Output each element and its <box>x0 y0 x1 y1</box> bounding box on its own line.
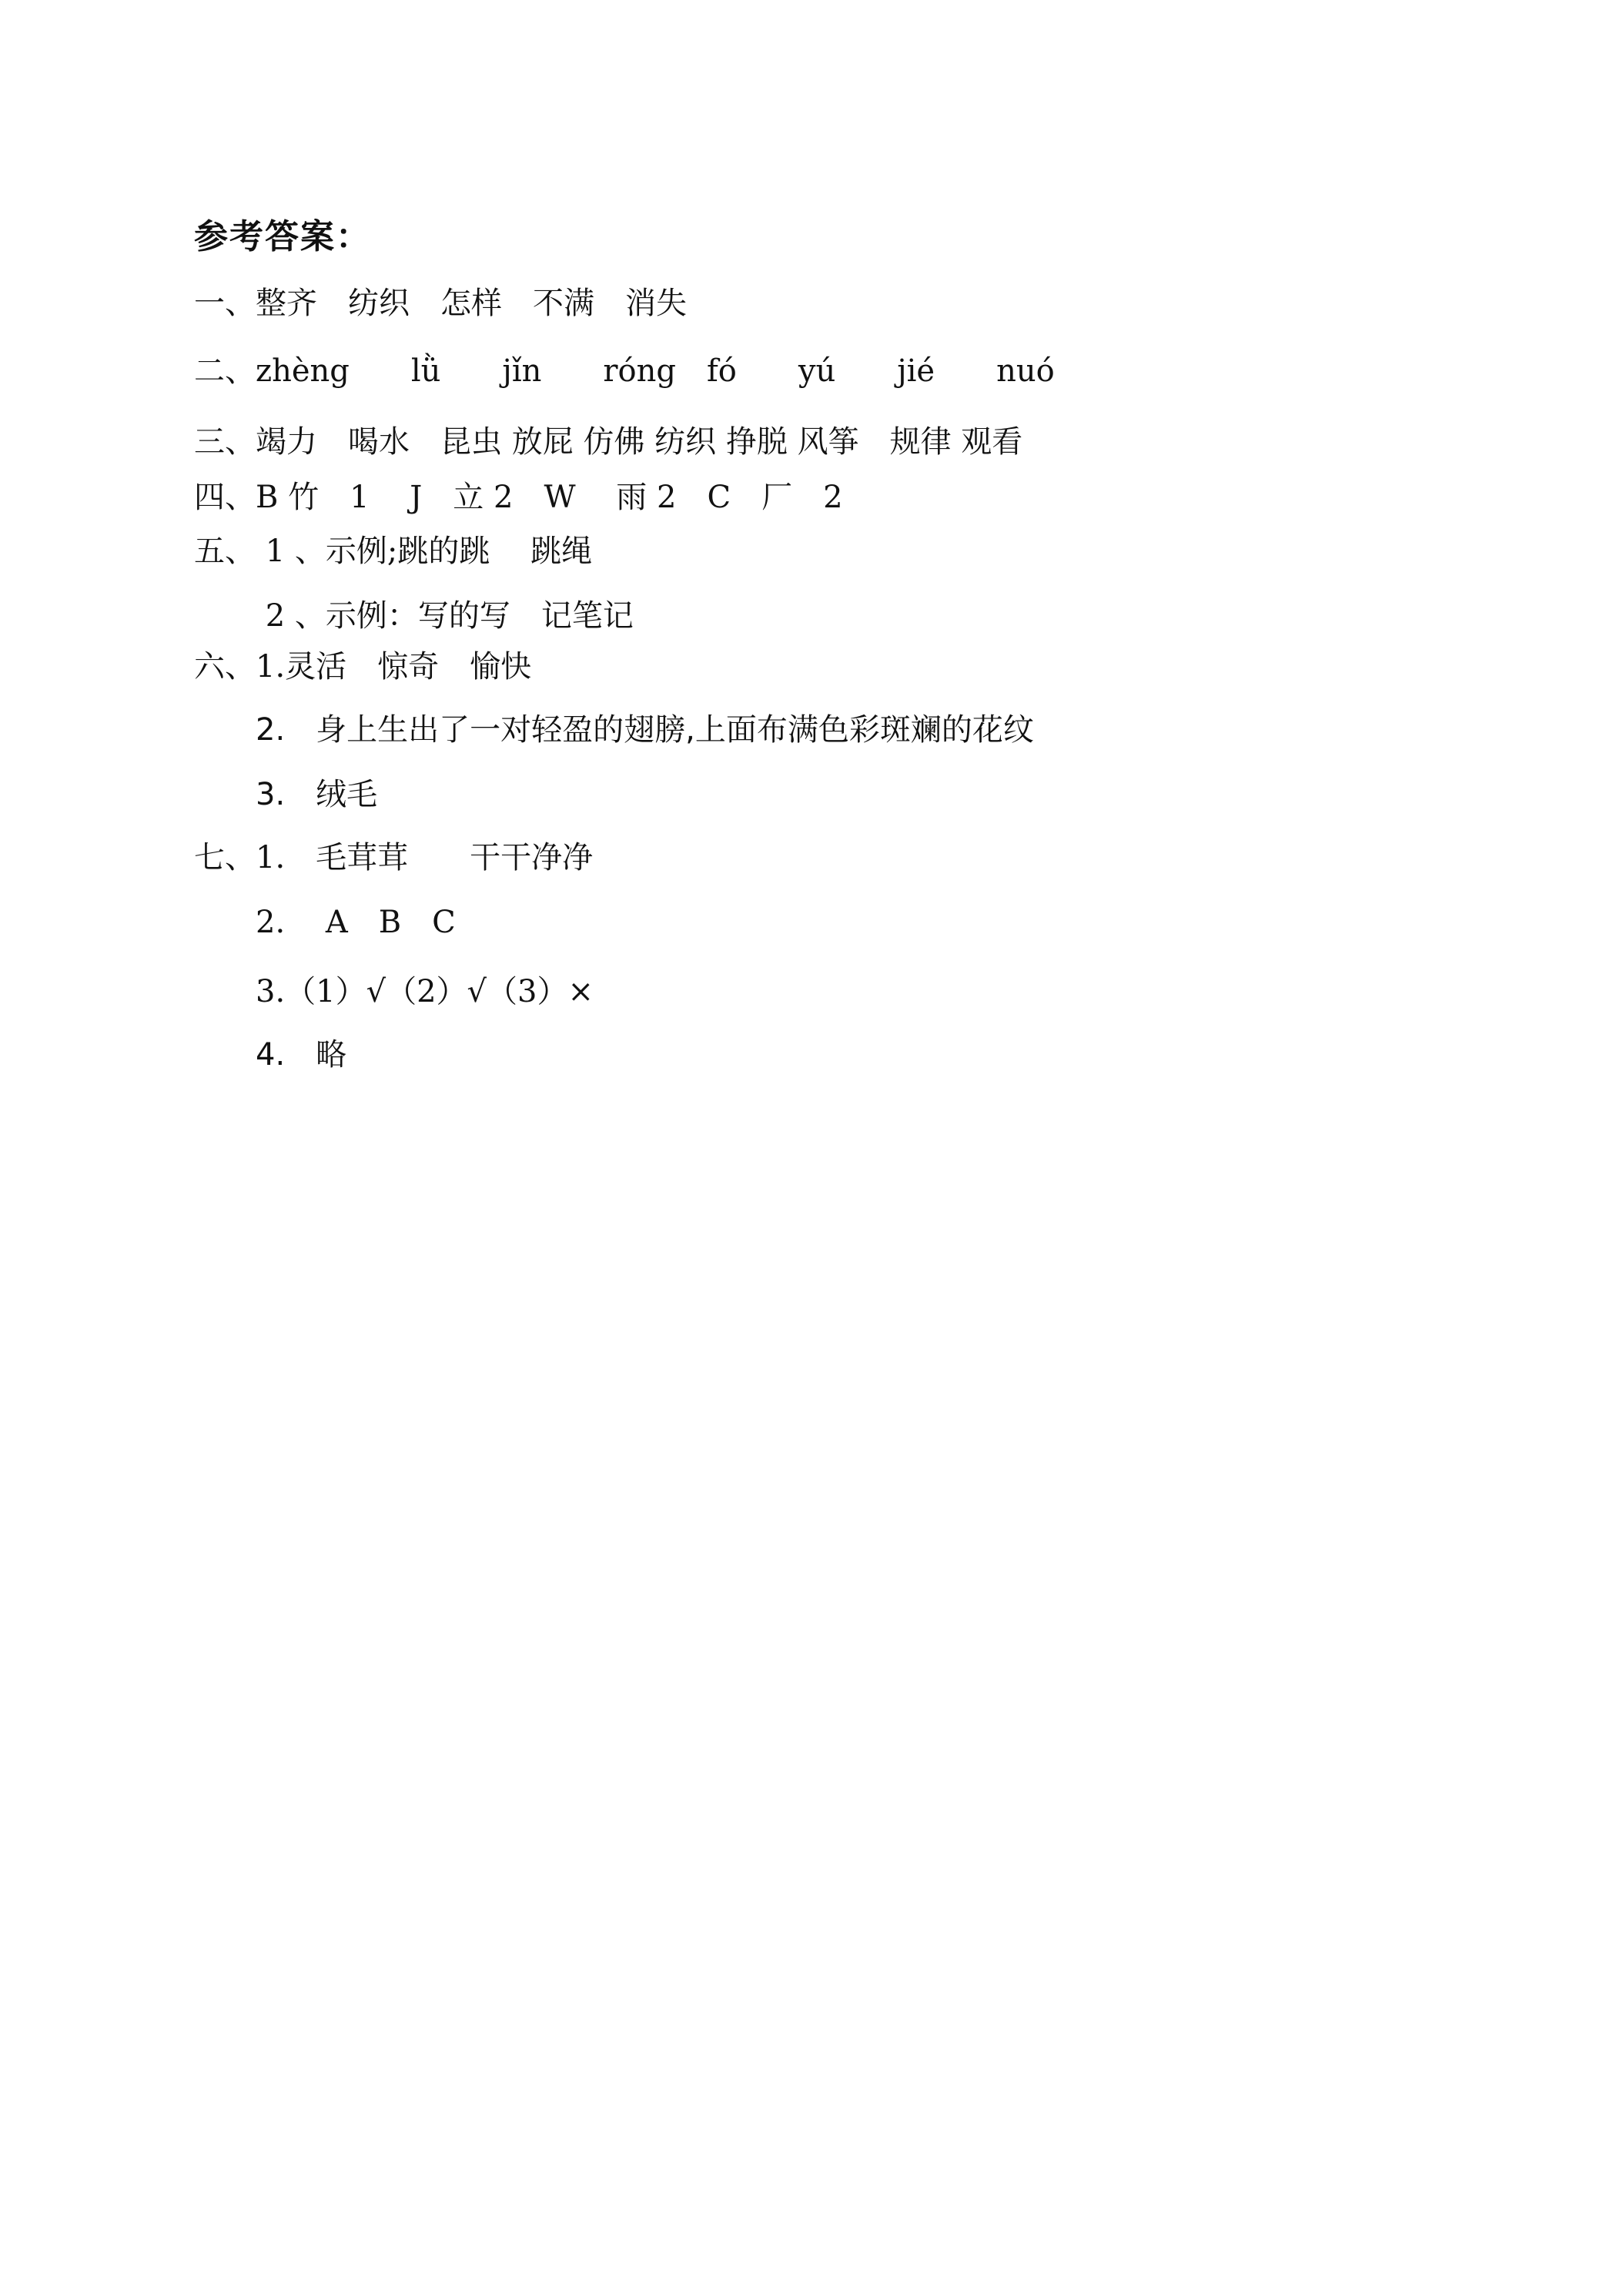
page-title: 参考答案： <box>194 217 371 256</box>
answer-section-6-item-3: 3. 绒毛 <box>194 777 378 812</box>
answer-section-5-item-1: 五、 1 、示例;跳的跳 跳绳 <box>194 534 593 569</box>
answer-section-6-item-2: 2. 身上生出了一对轻盈的翅膀,上面布满色彩斑斓的花纹 <box>194 712 1034 748</box>
answer-section-4: 四、B 竹 1 J 立 2 W 雨 2 C 厂 2 <box>194 480 843 515</box>
answer-section-5-item-2: 2 、示例：写的写 记笔记 <box>194 598 634 634</box>
answer-section-7-item-2: 2. A B C <box>194 905 456 940</box>
answer-section-3: 三、竭力 喝水 昆虫 放屁 仿佛 纺织 挣脱 风筝 规律 观看 <box>194 424 1023 460</box>
answer-section-7-item-4: 4. 略 <box>194 1037 347 1073</box>
answer-section-6-item-1: 六、1.灵活 惊奇 愉快 <box>194 649 532 684</box>
answer-section-2-pinyin: 二、zhèng lǜ jǐn róng fó yú jié nuó <box>194 353 1055 389</box>
answer-section-1: 一、整齐 纺织 怎样 不满 消失 <box>194 286 687 321</box>
answer-section-7-item-3: 3.（1）√（2）√（3）× <box>194 974 594 1009</box>
answer-section-7-item-1: 七、1. 毛茸茸 干干净净 <box>194 840 594 875</box>
